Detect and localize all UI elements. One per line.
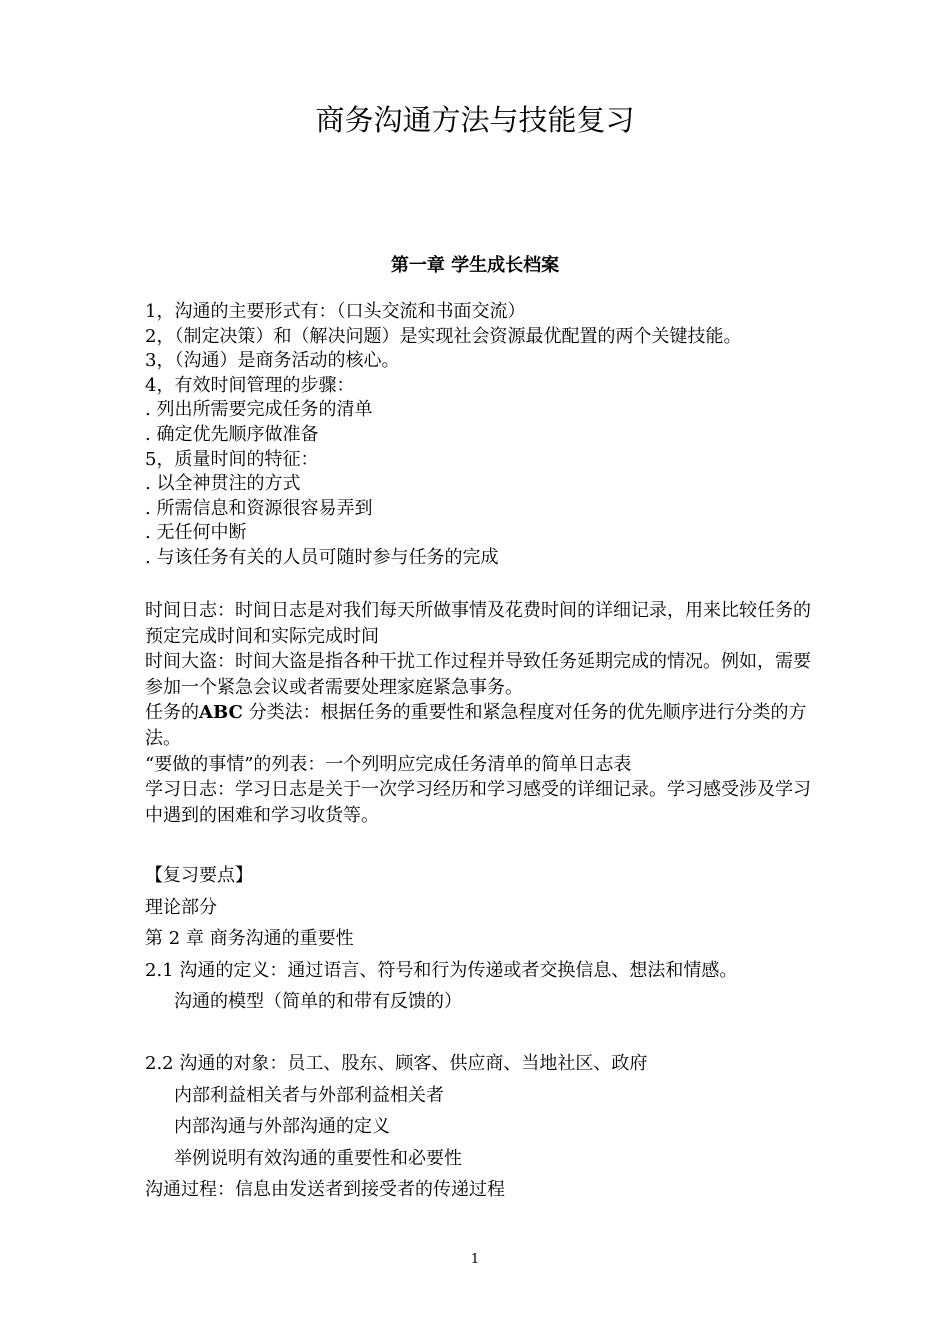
theory-label: 理论部分 [145,896,217,918]
definition-study-log: 学习日志：学习日志是关于一次学习经历和学习感受的详细记录。学习感受涉及学习中遇到的困难和学习收货等。 [145,779,811,826]
list-item: . 与该任务有关的人员可随时参与任务的完成 [145,546,499,568]
list-item: 1，沟通的主要形式有：（口头交流和书面交流） [145,301,526,322]
list-item: . 列出所需要完成任务的清单 [145,399,373,421]
review-heading: 【复习要点】 [145,865,253,886]
list-item: . 无任何中断 [145,522,247,544]
abc-prefix: 任务的 [145,702,199,724]
document-title: 商务沟通方法与技能复习 [315,103,635,137]
definition-time-thief: 时间大盗：时间大盗是指各种干扰工作过程并导致任务延期完成的情况。例如，需要参加一个紧急会议或者需要处理家庭紧急事务。 [145,651,811,698]
process-definition: 沟通过程：信息由发送者到接受者的传递过程 [145,1179,505,1201]
spacer [145,1018,815,1048]
abc-rest: 分类法：根据任务的重要性和紧急程度对任务的优先顺序进行分类的方法。 [145,702,807,749]
definitions-block [145,598,815,828]
chapter-heading: 第一章 学生成长档案 [390,255,560,276]
definition-todo-list: “要做的事情”的列表：一个列明应完成任务清单的简单日志表 [145,753,632,775]
list-item: . 所需信息和资源很容易弄到 [145,497,373,519]
review-block [145,860,815,1206]
list-item: 2，（制定决策）和（解决问题）是实现社会资源最优配置的两个关键技能。 [145,325,742,347]
list-item: 4，有效时间管理的步骤： [145,374,355,396]
section1-list [145,300,815,571]
list-item: . 确定优先顺序做准备 [145,423,319,445]
list-item: 5，质量时间的特征： [145,448,319,470]
item-2-1: 2.1 沟通的定义：通过语言、符号和行为传递或者交换信息、想法和情感。 [145,959,738,981]
definition-abc [145,700,815,751]
item-2-2-sub: 内部沟通与外部沟通的定义 [174,1116,390,1138]
item-2-1-sub: 沟通的模型（简单的和带有反馈的） [174,991,462,1013]
list-item: 3，（沟通）是商务活动的核心。 [145,350,400,372]
item-2-2: 2.2 沟通的对象：员工、股东、顾客、供应商、当地社区、政府 [145,1052,648,1074]
list-item: . 以全神贯注的方式 [145,473,301,495]
abc-bold: ABC [199,702,243,724]
item-2-2-sub: 举例说明有效沟通的重要性和必要性 [174,1147,462,1169]
definition-time-log: 时间日志：时间日志是对我们每天所做事情及花费时间的详细记录，用来比较任务的预定完成时间和实际完成时间 [145,600,811,647]
page-number: 1 [470,1252,480,1267]
item-2-2-sub: 内部利益相关者与外部利益相关者 [174,1084,444,1106]
chapter2-heading: 第 2 章 商务沟通的重要性 [145,928,354,950]
